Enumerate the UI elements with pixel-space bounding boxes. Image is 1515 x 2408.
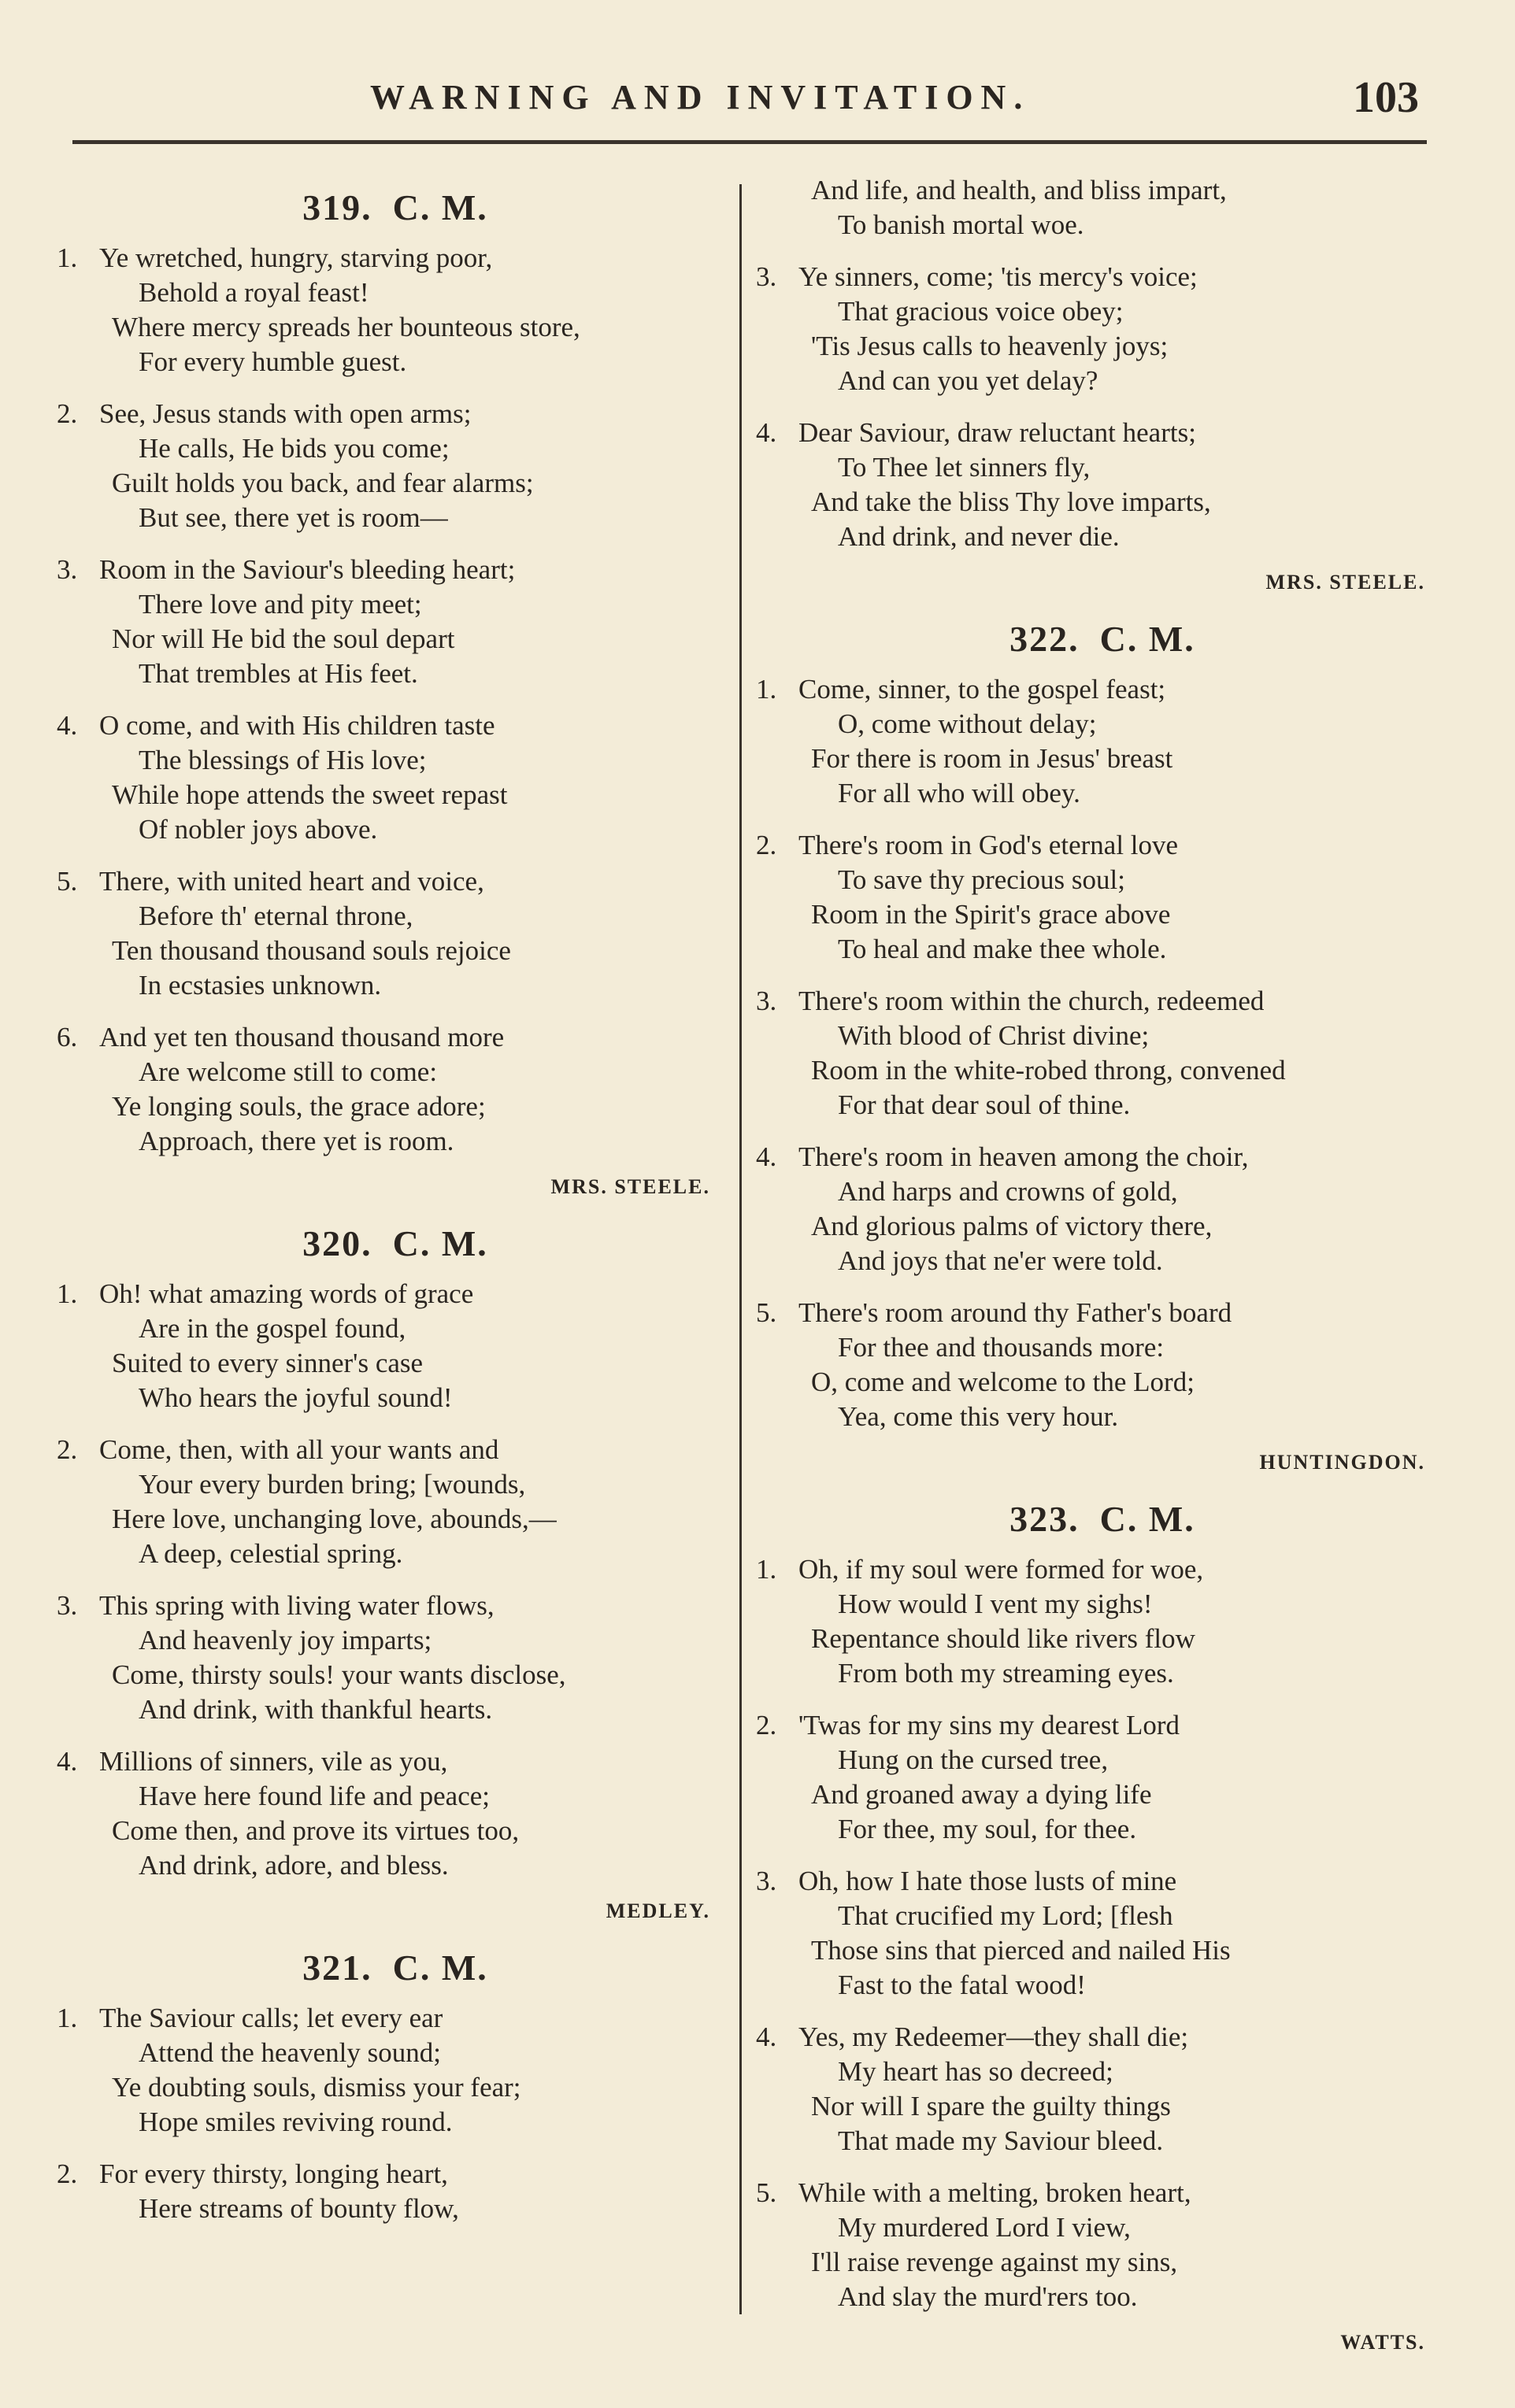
verse-text: And drink, and never die. [838,521,1120,552]
verse-line [756,1244,1449,1278]
verse-line [756,1019,1449,1053]
verse-line [756,672,1449,707]
verse-text: There's room in God's eternal love [798,830,1179,860]
stanza [756,416,1449,554]
verse-line: To banish mortal woe. [838,209,1084,240]
stanza [756,1864,1449,2003]
verse-line [756,776,1449,811]
stanza [57,2157,734,2226]
verse-text: Come, thirsty souls! your wants disclose, [112,1659,566,1690]
verse-text: That made my Saviour bleed. [838,2125,1164,2156]
verse-line [756,1330,1449,1365]
verse-line [57,1381,734,1415]
stanza [57,397,734,535]
verse-text: Who hears the joyful sound! [139,1382,453,1413]
stanza [57,1433,734,1571]
stanza-number: 1. [756,1554,777,1585]
verse-line [756,1174,1449,1209]
stanza-number: 3. [57,554,78,585]
verse-text: With blood of Christ divine; [838,1020,1150,1051]
verse-line [57,1623,734,1658]
stanza-number: 3. [756,261,777,292]
verse-line [756,1968,1449,2003]
verse-text: Before th' eternal throne, [139,901,413,931]
stanza [57,2001,734,2140]
verse-text: There love and pity meet; [139,589,422,620]
verse-line [57,1277,734,1311]
stanza [57,708,734,847]
verse-line [756,2176,1449,2210]
verse-line [57,968,734,1003]
verse-text: Millions of sinners, vile as you, [99,1746,448,1777]
verse-line [756,1933,1449,1968]
verse-text: Dear Saviour, draw reluctant hearts; [798,417,1196,448]
stanza-number: 3. [57,1590,78,1621]
verse-line [57,276,734,310]
verse-text: The Saviour calls; let every ear [99,2003,443,2033]
verse-text: For thee and thousands more: [838,1332,1165,1363]
verse-text: Here love, unchanging love, abounds,— [112,1504,557,1534]
verse-text: My heart has so decreed; [838,2056,1113,2087]
verse-line [57,812,734,847]
verse-text: Fast to the fatal wood! [838,1970,1086,2000]
stanza [57,1744,734,1883]
verse-line [756,2280,1449,2314]
verse-text: Of nobler joys above. [139,814,378,845]
verse-line [756,1053,1449,1088]
verse-line [756,932,1449,967]
page-number: 103 [1353,73,1419,122]
stanza-number: 6. [57,1022,78,1052]
stanza-number: 5. [756,2177,777,2208]
stanza [756,1552,1449,1691]
verse-line [57,864,734,899]
verse-text: A deep, celestial spring. [139,1538,403,1569]
hymn-number: 321. [302,1947,372,1988]
verse-text: To save thy precious soul; [838,864,1125,895]
verse-line [756,1777,1449,1812]
verse-line [57,2192,734,2226]
verse-text: This spring with living water flows, [99,1590,495,1621]
verse-text: While hope attends the sweet repast [112,779,508,810]
verse-line [57,1692,734,1727]
verse-text: Yes, my Redeemer—they shall die; [798,2021,1189,2052]
verse-text: O, come and welcome to the Lord; [811,1367,1195,1397]
stanza-number: 2. [57,398,78,429]
verse-text: Those sins that pierced and nailed His [811,1935,1231,1966]
stanza-number: 2. [756,1710,777,1740]
verse-text: And harps and crowns of gold, [838,1176,1178,1207]
verse-line [57,657,734,691]
verse-line [57,1433,734,1467]
verse-text: And can you yet delay? [838,365,1098,396]
verse-line [57,397,734,431]
stanza [756,672,1449,811]
verse-line [57,1502,734,1537]
stanza-number: 3. [756,986,777,1016]
verse-text: I'll raise revenge against my sins, [811,2247,1178,2277]
hymn-heading [57,1944,734,1992]
verse-text: Come, sinner, to the gospel feast; [798,674,1166,705]
stanza-number: 2. [57,2158,78,2189]
verse-text: Oh, how I hate those lusts of mine [798,1866,1177,1896]
verse-text: To Thee let sinners fly, [838,452,1091,483]
left-column [57,173,734,2243]
column-divider [739,184,742,2314]
verse-text: Room in the Spirit's grace above [811,899,1171,930]
verse-text: Room in the Saviour's bleeding heart; [99,554,516,585]
verse-text: Oh, if my soul were formed for woe, [798,1554,1204,1585]
stanza [756,1296,1449,1434]
verse-line [756,863,1449,897]
verse-text: And slay the murd'rers too. [838,2281,1138,2312]
verse-line [57,1814,734,1848]
verse-line [57,1658,734,1692]
verse-line [756,1812,1449,1847]
verse-line [57,2070,734,2105]
verse-text: In ecstasies unknown. [139,970,382,1001]
verse-line [57,431,734,466]
verse-line [756,2089,1449,2124]
verse-text: Repentance should like rivers flow [811,1623,1195,1654]
verse-line [756,2210,1449,2245]
stanza-number: 3. [756,1866,777,1896]
verse-text: 'Tis Jesus calls to heavenly joys; [811,331,1169,361]
verse-line [756,828,1449,863]
verse-line [756,520,1449,554]
verse-line [57,1346,734,1381]
verse-text: And yet ten thousand thousand more [99,1022,505,1052]
stanza-number: 4. [756,1141,777,1172]
verse-text: And groaned away a dying life [811,1779,1152,1810]
hymn-number: 319. [302,187,372,227]
verse-line [57,345,734,379]
verse-line [756,1088,1449,1123]
verse-text: That gracious voice obey; [838,296,1124,327]
stanza [57,1277,734,1415]
verse-line [756,2245,1449,2280]
verse-line [756,707,1449,742]
verse-line [756,2020,1449,2055]
stanza-number: 4. [756,2021,777,2052]
verse-text: Approach, there yet is room. [139,1126,454,1156]
stanza [57,864,734,1003]
stanza-number: 1. [57,242,78,273]
verse-line [756,2055,1449,2089]
verse-line [756,1656,1449,1691]
verse-line [756,1622,1449,1656]
stanza-number: 4. [756,417,777,448]
verse-text: How would I vent my sighs! [838,1589,1153,1619]
stanza [756,2176,1449,2314]
stanza-number: 1. [756,674,777,705]
verse-text: Are in the gospel found, [139,1313,406,1344]
verse-text: To heal and make thee whole. [838,934,1167,964]
right-column [756,173,1449,2376]
verse-text: There, with united heart and voice, [99,866,484,897]
verse-line [57,899,734,934]
hymn-heading [756,1496,1449,1543]
stanza-number: 4. [57,1746,78,1777]
verse-line [57,1311,734,1346]
verse-text: Suited to every sinner's case [112,1348,424,1378]
stanza-number: 1. [57,1278,78,1309]
running-title: WARNING AND INVITATION. [370,78,1031,117]
verse-text: For thee, my soul, for thee. [838,1814,1137,1844]
verse-line [57,1467,734,1502]
verse-line [756,1864,1449,1899]
verse-text: Guilt holds you back, and fear alarms; [112,468,534,498]
verse-line [756,1296,1449,1330]
verse-line [756,1587,1449,1622]
hymn-heading [57,184,734,231]
verse-text: Behold a royal feast! [139,277,369,308]
stanza-number: 2. [756,830,777,860]
verse-line [756,416,1449,450]
verse-text: And joys that ne'er were told. [838,1245,1163,1276]
continued-stanza [756,173,1449,242]
verse-line [57,708,734,743]
verse-line [57,2001,734,2036]
verse-line [57,1020,734,1055]
verse-line [57,743,734,778]
verse-text: Attend the heavenly sound; [139,2037,441,2068]
verse-line [57,2105,734,2140]
stanza-number: 5. [57,866,78,897]
verse-text: Oh! what amazing words of grace [99,1278,474,1309]
verse-text: For every humble guest. [139,346,407,377]
verse-line [57,934,734,968]
verse-text: And drink, with thankful hearts. [139,1694,493,1725]
verse-text: Your every burden bring; [wounds, [139,1469,526,1500]
verse-text: For every thirsty, longing heart, [99,2158,448,2189]
verse-text: O, come without delay; [838,708,1097,739]
verse-line [57,1089,734,1124]
verse-text: Hung on the cursed tree, [838,1744,1109,1775]
verse-line [756,897,1449,932]
verse-line [57,2036,734,2070]
verse-line [57,587,734,622]
verse-line [57,1589,734,1623]
verse-text: Where mercy spreads her bounteous store, [112,312,580,342]
verse-text: Come, then, with all your wants and [99,1434,499,1465]
verse-text: For there is room in Jesus' breast [811,743,1173,774]
verse-text: And heavenly joy imparts; [139,1625,432,1655]
verse-line [57,1124,734,1159]
hymn-author: HUNTINGDON. [1259,1451,1425,1474]
verse-text: There's room within the church, redeemed [798,986,1265,1016]
verse-text: And take the bliss Thy love imparts, [811,486,1211,517]
verse-line [756,260,1449,294]
verse-text: The blessings of His love; [139,745,427,775]
verse-line [57,241,734,276]
verse-text: There's room around thy Father's board [798,1297,1232,1328]
stanza-number: 5. [756,1297,777,1328]
stanza [57,553,734,691]
verse-line [756,1743,1449,1777]
verse-line [57,1779,734,1814]
verse-line [57,553,734,587]
verse-line [57,310,734,345]
verse-line [756,1140,1449,1174]
verse-line [57,501,734,535]
hymn-heading [57,1220,734,1267]
verse-line [756,364,1449,398]
verse-text: Ye longing souls, the grace adore; [112,1091,486,1122]
stanza-number: 4. [57,710,78,741]
verse-text: Ye sinners, come; 'tis mercy's voice; [798,261,1198,292]
hymn-author: WATTS. [1340,2331,1425,2354]
verse-text: That crucified my Lord; [flesh [838,1900,1173,1931]
verse-text: Come then, and prove its virtues too, [112,1815,520,1846]
verse-line [57,466,734,501]
verse-line [57,1537,734,1571]
hymn-meter: C. M. [1099,1499,1195,1539]
header-rule [72,140,1427,144]
hymn-number: 322. [1009,619,1080,659]
verse-line [756,1209,1449,1244]
verse-text: Room in the white-robed throng, convened [811,1055,1286,1086]
verse-text: He calls, He bids you come; [139,433,450,464]
verse-line [57,2157,734,2192]
verse-text: 'Twas for my sins my dearest Lord [798,1710,1180,1740]
verse-text: Here streams of bounty flow, [139,2193,459,2224]
verse-text: While with a melting, broken heart, [798,2177,1191,2208]
stanza [756,828,1449,967]
hymn-author: MRS. STEELE. [550,1175,710,1198]
verse-line [756,2124,1449,2158]
verse-line [756,1899,1449,1933]
verse-text: Nor will I spare the guilty things [811,2091,1171,2121]
verse-text: From both my streaming eyes. [838,1658,1174,1689]
verse-text: And glorious palms of victory there, [811,1211,1213,1241]
verse-line [57,1848,734,1883]
verse-text: For that dear soul of thine. [838,1089,1131,1120]
verse-text: See, Jesus stands with open arms; [99,398,472,429]
stanza [57,241,734,379]
verse-text: That trembles at His feet. [139,658,418,689]
verse-line [57,622,734,657]
verse-text: And drink, adore, and bless. [139,1850,449,1881]
verse-text: Ye doubting souls, dismiss your fear; [112,2072,521,2103]
stanza [756,1708,1449,1847]
verse-text: My murdered Lord I view, [838,2212,1131,2243]
stanza [756,2020,1449,2158]
verse-line [756,1365,1449,1400]
stanza [57,1020,734,1159]
verse-line [756,1552,1449,1587]
verse-text: Have here found life and peace; [139,1781,491,1811]
hymn-author: MRS. STEELE. [1265,571,1425,594]
verse-line [756,450,1449,485]
hymn-heading [756,616,1449,663]
hymn-meter: C. M. [1099,619,1195,659]
verse-line [756,485,1449,520]
verse-text: Ye wretched, hungry, starving poor, [99,242,493,273]
verse-line [57,1055,734,1089]
verse-line [756,984,1449,1019]
hymn-meter: C. M. [392,1947,488,1988]
verse-line [756,329,1449,364]
verse-text: Hope smiles reviving round. [139,2107,453,2137]
stanza-number: 2. [57,1434,78,1465]
verse-text: Ten thousand thousand souls rejoice [112,935,511,966]
hymn-meter: C. M. [392,187,488,227]
stanza [756,984,1449,1123]
verse-text: Yea, come this very hour. [838,1401,1119,1432]
verse-text: Nor will He bid the soul depart [112,623,455,654]
verse-line [57,1744,734,1779]
stanza-number: 1. [57,2003,78,2033]
verse-line: And life, and health, and bliss impart, [811,175,1227,205]
hymn-author: MEDLEY. [606,1899,710,1922]
verse-text: For all who will obey. [838,778,1080,808]
stanza [756,1140,1449,1278]
verse-text: O come, and with His children taste [99,710,495,741]
stanza [756,260,1449,398]
verse-text: But see, there yet is room— [139,502,448,533]
verse-text: There's room in heaven among the choir, [798,1141,1249,1172]
verse-line [57,778,734,812]
verse-line [756,742,1449,776]
hymn-meter: C. M. [392,1223,488,1263]
verse-line [756,1400,1449,1434]
verse-line [756,294,1449,329]
hymn-number: 320. [302,1223,372,1263]
verse-line [756,1708,1449,1743]
verse-text: Are welcome still to come: [139,1056,438,1087]
hymn-number: 323. [1009,1499,1080,1539]
stanza [57,1589,734,1727]
